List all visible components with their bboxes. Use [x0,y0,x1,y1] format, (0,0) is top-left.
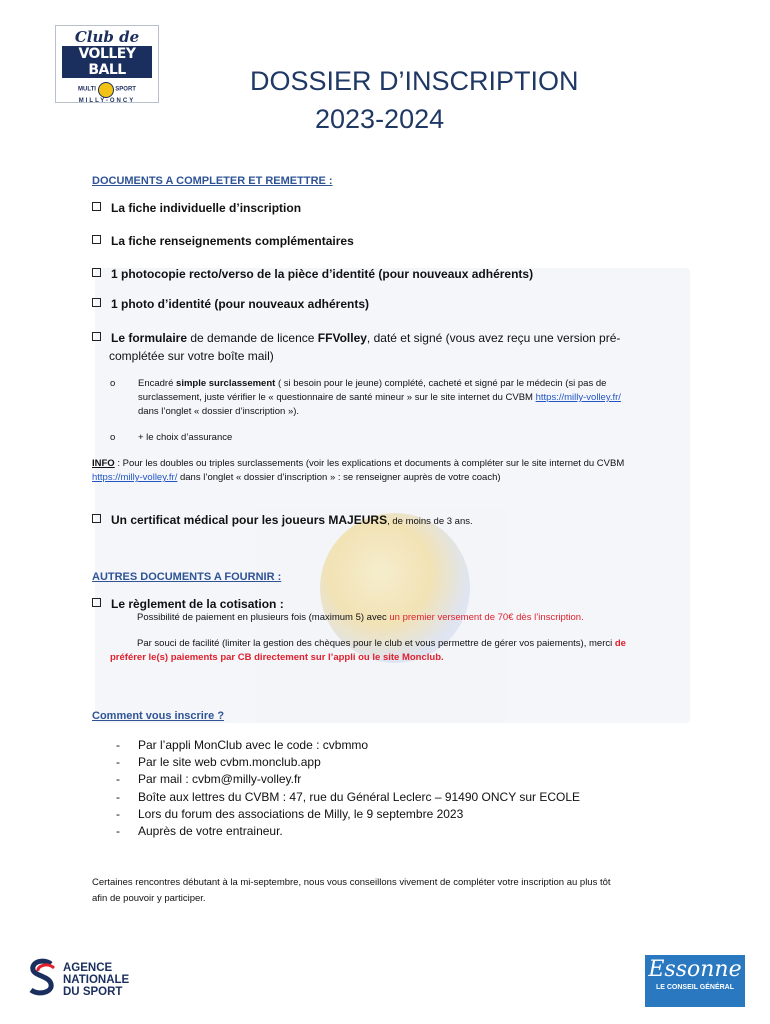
ans-line3b: SPORT [82,986,123,998]
list-item-label: Par le site web cvbm.monclub.app [138,755,321,770]
list-item [116,771,580,788]
dash-icon: - [116,738,120,752]
list-item [116,823,580,840]
checkbox-icon [92,202,101,211]
sub1-bold: simple surclassement [176,378,276,389]
info-label: INFO [92,458,115,469]
checklist-item-label: 1 photo d’identité (pour nouveaux adhérents) [111,297,370,311]
checkbox-icon [92,235,101,244]
formulaire-bold: Le formulaire [111,331,188,345]
list-item [116,806,580,823]
ans-line1: AGENCE [63,962,113,974]
cvbm-website-link[interactable]: https://milly-volley.fr/ [535,392,621,403]
list-item-label: Par l’appli MonClub avec le code : cvbmmo [138,738,369,752]
volleyball-icon [98,82,114,98]
dash-icon: - [116,806,120,821]
checklist-item [92,297,369,311]
cb-text: Par souci de facilité (limiter la gestion des chèques pour le club et vous permettre de gérer vos paiements), merci [137,638,615,649]
reglement-item [92,597,284,611]
formulaire-item [92,329,692,365]
sub-bullet-icon: o [110,378,116,389]
cb-red-text: préférer le(s) paiements par CB directement sur l’appli ou le site Monclub. [110,652,444,663]
checklist-item-label: 1 photocopie recto/verso de la pièce d’identité (pour nouveaux adhérents) [111,267,534,281]
logo-multi: MULTI [78,86,96,93]
certificat-rest: , de moins de 3 ans. [387,516,473,527]
list-item-label: Auprès de votre entraineur. [138,824,283,839]
logo-sport: SPORT [115,86,136,93]
essonne-logo [645,955,745,1007]
inscription-methods-list [116,737,580,840]
dash-icon: - [116,789,120,804]
list-item-label: Par mail : cvbm@milly-volley.fr [138,772,302,787]
sub2-text: + le choix d’assurance [138,432,233,443]
sub1-text: Encadré [138,378,177,389]
sub-item-surclassement [110,377,690,419]
cb-red-de: de [614,638,626,649]
essonne-script: Essonne [648,957,742,982]
note-line2: afin de pouvoir y participer. [92,893,206,904]
logo-line2: VOLLEY BALL [62,46,152,78]
sub-bullet-icon: o [110,432,116,443]
ans-s-icon [25,958,59,998]
formulaire-line2: complétée sur votre boîte mail) [109,349,274,363]
cb-paragraph [110,637,700,665]
list-item [116,789,580,806]
checklist-item [92,234,354,248]
info-text2: dans l’onglet « dossier d’inscription » : se renseigner auprès de votre coach) [177,472,501,483]
title-year: 2023-2024 [315,104,445,134]
list-item [116,754,580,771]
sub1-line2: surclassement, juste vérifier le « questionnaire de santé mineur » sur le site internet du CVBM [138,392,536,403]
ans-logo [25,958,175,1000]
dash-icon: - [116,772,120,787]
logo-line1: Club de [74,28,140,46]
ans-line3a: DU [63,986,83,998]
checklist-item [92,201,301,215]
title-line1: DOSSIER D’INSCRIPTION [250,66,579,96]
certificat-bold: Un certificat médical pour les joueurs MAJEURS [111,513,388,527]
checklist-item-label: La fiche individuelle d’inscription [111,201,302,215]
section-inscrire-heading: Comment vous inscrire ? [92,710,225,722]
logo-line3 [56,80,158,98]
sub1-text2: ( si besoin pour le jeune) complété, cacheté et signé par le médecin (si pas de [275,378,607,389]
checkbox-icon [92,298,101,307]
list-item-label: Lors du forum des associations de Milly, le 9 septembre 2023 [138,806,464,821]
dash-icon: - [116,755,120,770]
ans-line2: NATIONALE [63,974,130,986]
checkbox-icon [92,332,101,341]
ffvolley-bold: FFVolley [317,331,367,345]
reglement-label: Le règlement de la cotisation : [111,597,284,611]
certificat-item [92,513,473,527]
formulaire-text2: , daté et signé (vous avez reçu une version pré- [366,331,621,345]
list-item [116,737,580,754]
formulaire-text: de demande de licence [187,331,318,345]
checkbox-icon [92,514,101,523]
essonne-subtitle: LE CONSEIL GÉNÉRAL [655,984,735,991]
note-line1: Certaines rencontres débutant à la mi-septembre, nous vous conseillons vivement de compléter votre inscription au plus tôt [92,877,611,888]
list-item-label: Boîte aux lettres du CVBM : 47, rue du Général Leclerc – 91490 ONCY sur ECOLE [138,789,581,804]
club-logo [55,25,159,103]
dash-icon: - [116,824,120,839]
logo-line4: MILLY-ONCY [78,98,136,104]
sub1-line3: dans l’onglet « dossier d’inscription »). [138,406,300,417]
ans-text [63,962,129,998]
paiement-paragraph [137,611,584,625]
footer-note [92,875,692,907]
checkbox-icon [92,268,101,277]
paiement-red-text: un premier versement de 70€ dès l’inscription. [389,612,584,623]
checklist-item-label: La fiche renseignements complémentaires [111,234,354,248]
paiement-text: Possibilité de paiement en plusieurs fois (maximum 5) avec [137,612,390,623]
page-title [250,62,579,138]
section-autres-heading: AUTRES DOCUMENTS A FOURNIR : [92,571,282,583]
checkbox-icon [92,598,101,607]
info-website-link[interactable]: https://milly-volley.fr/ [92,472,178,483]
info-text: : Pour les doubles ou triples surclassements (voir les explications et documents à compléter sur le site internet du CVBM [114,458,625,469]
info-paragraph [92,457,692,485]
section-documents-heading: DOCUMENTS A COMPLETER ET REMETTRE : [92,175,333,187]
sub-item-assurance [110,431,232,445]
checklist-item [92,267,533,281]
